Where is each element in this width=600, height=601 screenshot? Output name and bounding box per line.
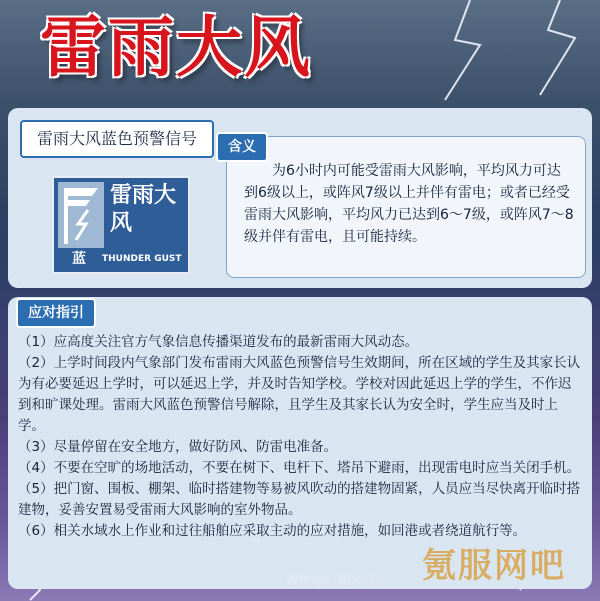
signal-name: 雷雨大风 [110, 183, 177, 236]
page-title: 雷雨大风 [40, 9, 312, 86]
signal-english: THUNDER GUST [102, 254, 182, 264]
guide-item: （5）把门窗、围板、棚架、临时搭建物等易被风吹动的搭建物固紧，人员应当尽快离开临时搭建物，妥善安置易受雷雨大风影响的室外物品。 [18, 481, 581, 518]
signal-title: 雷雨大风蓝色预警信号 [20, 120, 214, 158]
guide-list [18, 332, 584, 542]
meaning-tag: 含义 [216, 132, 268, 162]
guide-item: （4）不要在空旷的场地活动，不要在树下、电杆下、塔吊下避雨，出现雷电时应当关闭手机。 [18, 460, 581, 476]
guide-item: （3）尽量停留在安全地方，做好防风、防雷电准备。 [18, 439, 338, 455]
meaning-text: 为6小时内可能受雷雨大风影响，平均风力可达到6级以上，或阵风7级以上并伴有雷电；或者已经受雷雨大风影响，平均风力已达到6～7级，或阵风7～8级并伴有雷电，且可能持续。 [244, 163, 574, 245]
title-wrap [40, 8, 312, 88]
guide-item: （1）应高度关注官方气象信息传播渠道发布的最新雷雨大风动态。 [18, 334, 419, 350]
flag-lightning-icon [58, 182, 104, 248]
guide-item: （6）相关水域水上作业和过往船舶应采取主动的应对措施，如回港或者绕道航行等。 [18, 523, 527, 539]
guide-item: （2）上学时间段内气象部门发布雷雨大风蓝色预警信号生效期间，所在区域的学生及其家长认为有必要延迟上学时，可以延迟上学，并及时告知学校。学校对因此延迟上学的学生，不作迟到和旷课处理。雷雨大风蓝色预警信号解除，且学生及其家长认为安全时，学生应当及时上学。 [18, 355, 581, 434]
thunder-gust-blue-signal-icon [54, 178, 188, 272]
signal-level: 蓝 [72, 251, 86, 267]
watermark: 氪服网吧 [422, 546, 566, 586]
guide-tag: 应对指引 [16, 298, 96, 328]
source-credit: 微博 @广州天气 [286, 573, 374, 587]
header [0, 0, 600, 108]
